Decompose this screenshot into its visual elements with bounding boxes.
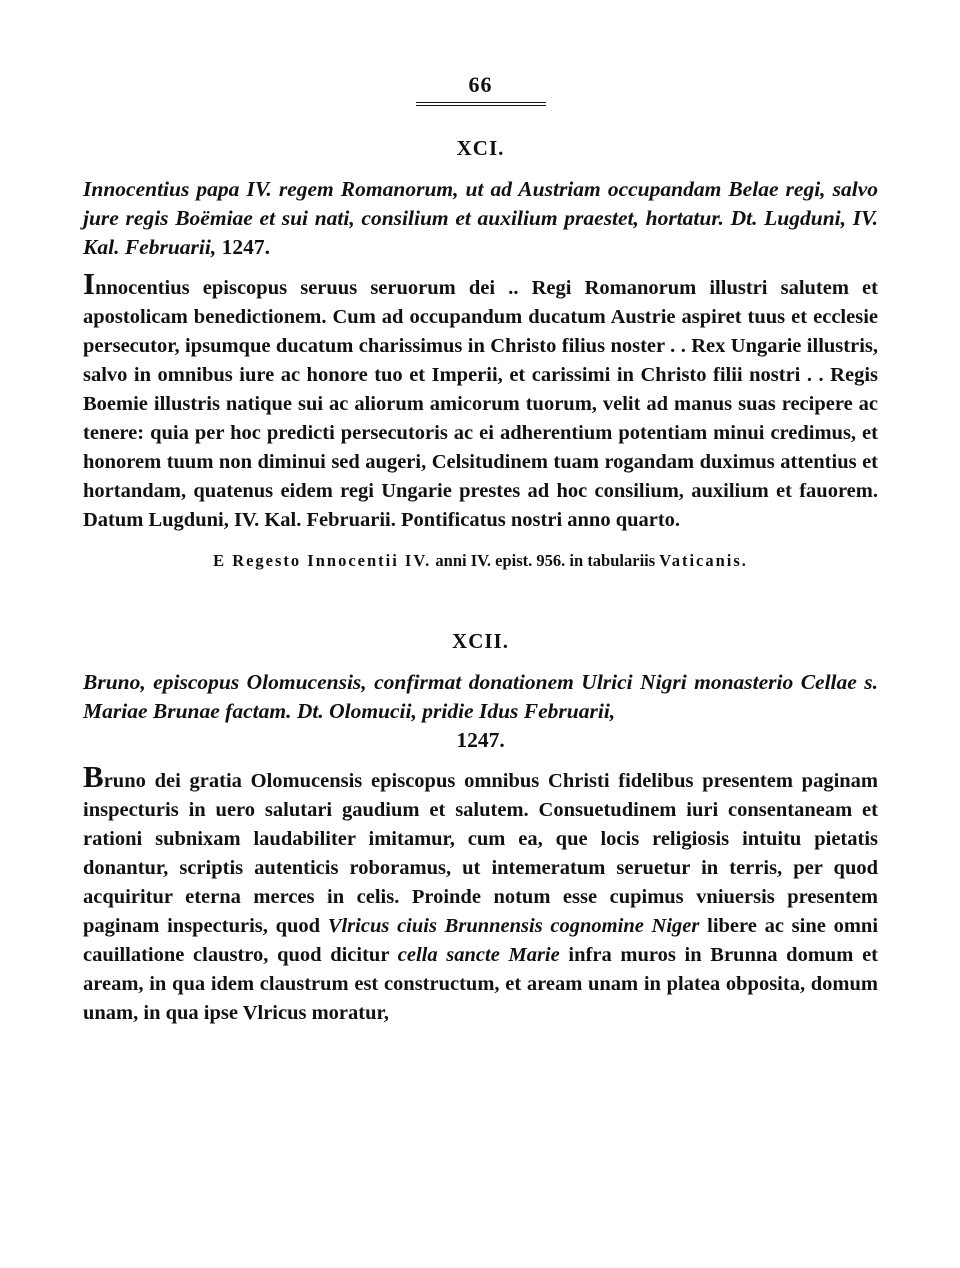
page-number: 66 — [468, 72, 493, 97]
source-prefix: E Regesto Innocentii IV. — [213, 551, 432, 570]
source-note — [83, 551, 878, 571]
body-text: nnocentius episcopus seruus seruorum dei .. Regi Romanorum illustri salutem et apostolicam benedictionem. Cum ad occupandum ducatum Austrie aspiret tuus et ecclesie persecutor, ipsumque ducatum charissimus in Christo filius noster . . Rex Ungarie illustris, salvo in omnibus iure ac honore tuo et Imperii, et carissimi in Christo filii nostri . . Regis Boemie illustris natique sui ac aliorum amicorum tuorum, velit ad manus suas recipere ac tenere: quia per hoc predicti persecutoris ac ei adherentium potentiam minui credimus, et honorem tuum non diminui sed augeri, Celsitudinem tuam rogandam duximus attentius et hortandam, quatenus eidem regi Ungarie prestes ad hoc consilium, auxilium et fauorem. Datum Lugduni, IV. Kal. Februarii. Pontificatus nostri anno quarto. — [83, 277, 878, 531]
document-number: XCI. — [456, 136, 505, 160]
page-number-rule — [416, 102, 546, 106]
body-text: runo dei gratia Olomucensis episcopus omnibus Christi fidelibus presentem paginam inspecturis in uero salutari gaudium et salutem. Consuetudinem iuri consentaneam et rationi subnixam laudabiliter imitamur, cum ea, que locis religiosis intuitu pietatis donantur, scriptis autenticis roboramus, ut intemeratum seruetur in terris, per quod acquiritur eterna merces in celis. Proinde notum esse cupimus vniuersis presentem paginam inspecturis, quod — [83, 770, 878, 937]
body-text: libere ac sine omni cauillatione claustro, quod dicitur — [83, 915, 879, 966]
body-italic: cella sancte Marie — [397, 944, 560, 966]
regest-text: Innocentius papa IV. regem Romanorum, ut ad Austriam occupandam Belae regi, salvo jure regis Boëmiae et sui nati, consilium et auxilium praestet, hortatur. Dt. Lugduni, IV. Kal. Februarii, — [83, 177, 878, 259]
document-body — [83, 759, 879, 1028]
regest-text: Bruno, episcopus Olomucensis, confirmat donationem Ulrici Nigri monasterio Cellae s. Mariae Brunae factam. Dt. Olomucii, pridie Idus Februarii, — [83, 670, 878, 723]
document-regest — [83, 175, 878, 262]
initial-letter: I — [83, 266, 96, 301]
body-text: infra muros in Brunna domum et aream, in qua idem claustrum est constructum, et aream unam in platea obposita, domum unam, in qua ipse Vlricus moratur, — [83, 944, 878, 1024]
body-italic: Vlricus ciuis Brunnensis cognomine Niger — [327, 915, 700, 937]
source-suffix: anni IV. epist. 956. in tabulariis — [435, 551, 656, 570]
document-body — [83, 266, 878, 535]
document-number: XCII. — [452, 629, 509, 653]
regest-year: 1247. — [221, 235, 270, 259]
initial-letter: B — [83, 759, 104, 794]
regest-year: 1247. — [456, 728, 505, 752]
source-last: Vaticanis. — [659, 551, 748, 570]
document-regest — [83, 668, 878, 755]
page — [83, 72, 878, 1028]
